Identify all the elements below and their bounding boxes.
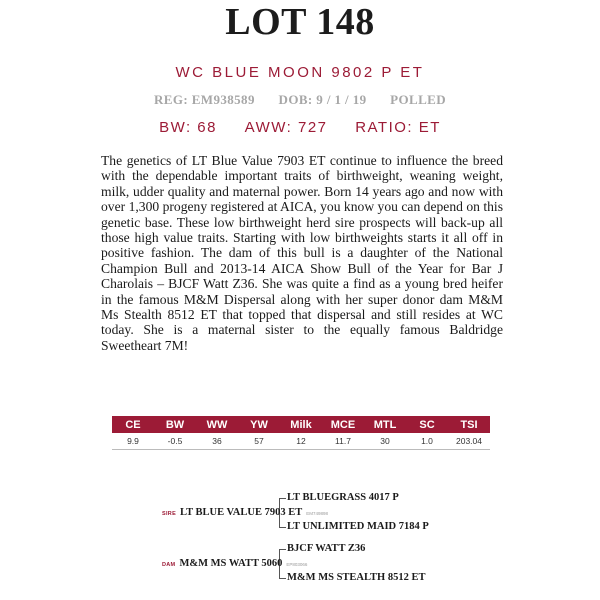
epd-value-ce: 9.9 — [112, 433, 154, 450]
epd-header-bw: BW — [154, 416, 196, 433]
epd-header-milk: Milk — [280, 416, 322, 433]
epd-header-sc: SC — [406, 416, 448, 433]
epd-value-yw: 57 — [238, 433, 280, 450]
registration-number: REG: EM938589 — [153, 92, 255, 107]
animal-name: WC BLUE MOON 9802 P ET — [175, 64, 425, 81]
polled-status: POLLED — [390, 92, 447, 107]
epd-table — [112, 416, 490, 450]
epd-table-value-row — [112, 433, 490, 450]
epd-value-mce: 11.7 — [322, 433, 364, 450]
epd-value-sc: 1.0 — [406, 433, 448, 450]
epd-header-mce: MCE — [322, 416, 364, 433]
sire-label: SIRE — [162, 511, 177, 517]
epd-value-bw: -0.5 — [154, 433, 196, 450]
sire-name: LT BLUE VALUE 7903 ET — [180, 507, 303, 518]
description-paragraph: The genetics of LT Blue Value 7903 ET continue to influence the breed with the dependable important traits of birthweight, weaning weight, milk, udder quality and maternal power. Born 14 years ago and now with over 1,300 progeny registered at AICA, you know you can depend on this genetic base. These low birthweight herd sire prospects will back-up all those high value traits. Starting with low birthweights starts it all off in positive fashion. The dam of this bull is a daughter of the National Champion Bull and 2013-14 AICA Show Bull of the Year for Bar J Charolais – BJCF Watt Z36. She was quite a find as a young bred heifer in the famous M&M Dispersal along with her super donor dam M&M Ms Stealth 8512 ET that topped that dispersal and still resides at WC today. She is a maternal sister to the equally famous Baldridge Sweetheart 7M! — [101, 153, 503, 353]
adjusted-weaning-weight: AWW: 727 — [244, 119, 328, 136]
dam — [162, 557, 307, 572]
epd-value-mtl: 30 — [364, 433, 406, 450]
epd-header-tsi: TSI — [448, 416, 490, 433]
dam-name: M&M MS WATT 5060 — [179, 558, 283, 569]
sire-sire: LT BLUEGRASS 4017 P — [287, 492, 399, 503]
sire-dam: LT UNLIMITED MAID 7184 P — [287, 521, 429, 532]
dam-label: DAM — [162, 562, 176, 568]
dam-dam: M&M MS STEALTH 8512 ET — [287, 572, 426, 583]
epd-value-milk: 12 — [280, 433, 322, 450]
date-of-birth: DOB: 9 / 1 / 19 — [278, 92, 367, 107]
meta-row — [0, 92, 600, 108]
sire-registration: EM749898 — [306, 511, 328, 516]
epd-value-ww: 36 — [196, 433, 238, 450]
epd-header-ce: CE — [112, 416, 154, 433]
dam-sire: BJCF WATT Z36 — [287, 543, 366, 554]
epd-summary-row — [0, 119, 600, 137]
epd-header-ww: WW — [196, 416, 238, 433]
sire — [162, 506, 328, 521]
epd-header-mtl: MTL — [364, 416, 406, 433]
ratio: RATIO: ET — [355, 119, 441, 136]
epd-header-yw: YW — [238, 416, 280, 433]
dam-registration: EP803066 — [286, 562, 308, 567]
epd-table-header-row — [112, 416, 490, 433]
epd-value-tsi: 203.04 — [448, 433, 490, 450]
birth-weight: BW: 68 — [159, 119, 217, 136]
lot-title: LOT 148 — [225, 1, 375, 43]
